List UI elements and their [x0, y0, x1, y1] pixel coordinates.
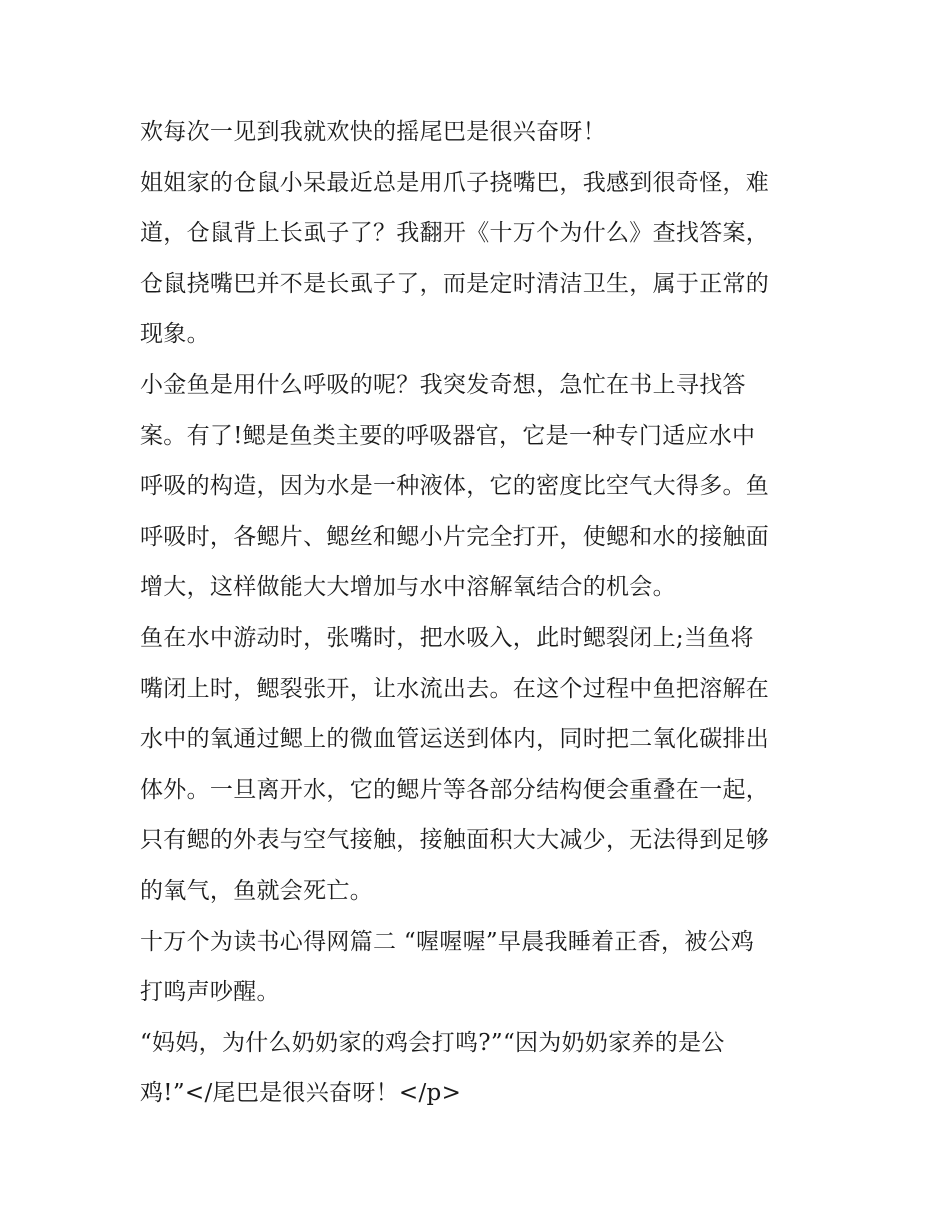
text-line: 体外。一旦离开水，它的鳃片等各部分结构便会重叠在一起，	[140, 776, 770, 803]
text-line: 姐姐家的仓鼠小呆最近总是用爪子挠嘴巴，我感到很奇怪，难	[140, 169, 770, 196]
text-line: 案。有了!鳃是鱼类主要的呼吸器官，它是一种专门适应水中	[140, 422, 756, 449]
text-line: 鱼在水中游动时，张嘴时，把水吸入，此时鳃裂闭上;当鱼将	[140, 624, 754, 651]
text-line: 呼吸的构造，因为水是一种液体，它的密度比空气大得多。鱼	[140, 473, 770, 500]
text-line: 欢每次一见到我就欢快的摇尾巴是很兴奋呀！	[140, 119, 606, 145]
text-line: 道，仓鼠背上长虱子了？我翻开《十万个为什么》查找答案，	[140, 220, 770, 247]
text-line: 打鸣声吵醒。	[140, 979, 280, 1006]
document-body	[140, 107, 820, 1119]
text-line: 小金鱼是用什么呼吸的呢？我突发奇想，急忙在书上寻找答	[140, 371, 746, 398]
text-line: 十万个为读书心得网篇二 “喔喔喔”早晨我睡着正香，被公鸡	[140, 928, 755, 955]
text-line: 呼吸时，各鳃片、鳃丝和鳃小片完全打开，使鳃和水的接触面	[140, 523, 770, 550]
text-line: 现象。	[140, 321, 210, 348]
text-line: 嘴闭上时，鳃裂张开，让水流出去。在这个过程中鱼把溶解在	[140, 675, 770, 702]
text-line: 鸡!”</尾巴是很兴奋呀！</p>	[140, 1080, 462, 1107]
text-line: 增大，这样做能大大增加与水中溶解氧结合的机会。	[140, 574, 676, 601]
text-line: 只有鳃的外表与空气接触，接触面积大大减少，无法得到足够	[140, 827, 770, 854]
text-line: 的氧气，鱼就会死亡。	[140, 877, 373, 904]
text-line: “妈妈，为什么奶奶家的鸡会打鸣?”“因为奶奶家养的是公	[140, 1029, 725, 1056]
text-line: 仓鼠挠嘴巴并不是长虱子了，而是定时清洁卫生，属于正常的	[140, 270, 770, 297]
text-line: 水中的氧通过鳃上的微血管运送到体内，同时把二氧化碳排出	[140, 726, 770, 753]
